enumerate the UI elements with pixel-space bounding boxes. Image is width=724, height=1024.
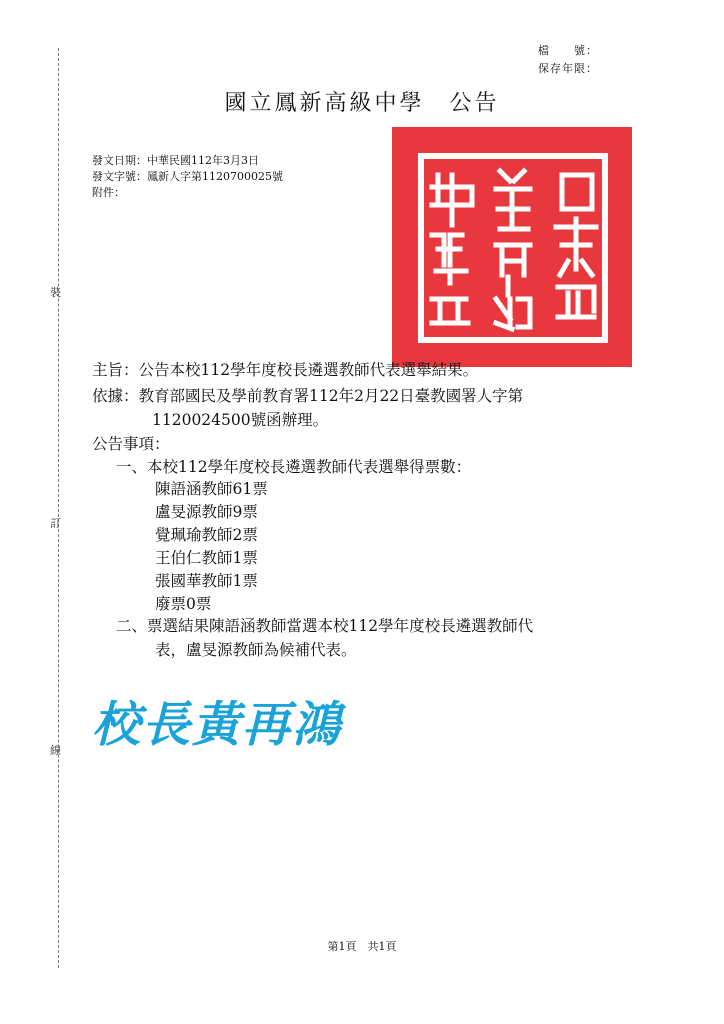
basis-line-2: 1120024500號函辦理。 bbox=[152, 411, 329, 429]
vote-result: 王伯仁教師1票 bbox=[155, 549, 258, 567]
item-two-line-2: 表，盧旻源教師為候補代表。 bbox=[155, 641, 357, 659]
binding-line bbox=[58, 48, 59, 968]
vote-result: 陳語涵教師61票 bbox=[155, 480, 268, 498]
vote-result: 廢票0票 bbox=[155, 595, 212, 613]
seal-glyphs bbox=[392, 127, 632, 367]
vote-result: 張國華教師1票 bbox=[155, 572, 258, 590]
page-title: 國立鳳新高級中學 公告 bbox=[224, 91, 500, 116]
item-two-line-1: 二、票選結果陳語涵教師當選本校112學年度校長遴選教師代 bbox=[116, 617, 534, 635]
items-heading: 公告事項： bbox=[92, 435, 170, 453]
retention-period-label: 保存年限： bbox=[538, 62, 598, 75]
vote-result: 盧旻源教師9票 bbox=[155, 503, 258, 521]
vote-result: 覺珮瑜教師2票 bbox=[155, 526, 258, 544]
principal-signature: 校長黃再鴻 bbox=[92, 697, 343, 753]
binding-mark-ding: 訂 bbox=[50, 517, 61, 530]
basis-line-1: 依據：教育部國民及學前教育署112年2月22日臺教國署人字第 bbox=[92, 387, 524, 405]
page-number: 第1頁 共1頁 bbox=[327, 940, 397, 953]
attachment-label: 附件： bbox=[92, 186, 125, 199]
item-one: 一、本校112學年度校長遴選教師代表選舉得票數： bbox=[116, 458, 472, 476]
file-number-label: 檔 號： bbox=[538, 44, 598, 57]
subject-line: 主旨：公告本校112學年度校長遴選教師代表選舉結果。 bbox=[92, 361, 479, 379]
binding-mark-xian: 線 bbox=[50, 744, 61, 757]
issue-date: 發文日期：中華民國112年3月3日 bbox=[92, 154, 259, 167]
official-seal bbox=[392, 127, 632, 367]
binding-mark-zhuang: 裝 bbox=[50, 286, 61, 299]
document-number: 發文字號：鳳新人字第1120700025號 bbox=[92, 170, 283, 183]
